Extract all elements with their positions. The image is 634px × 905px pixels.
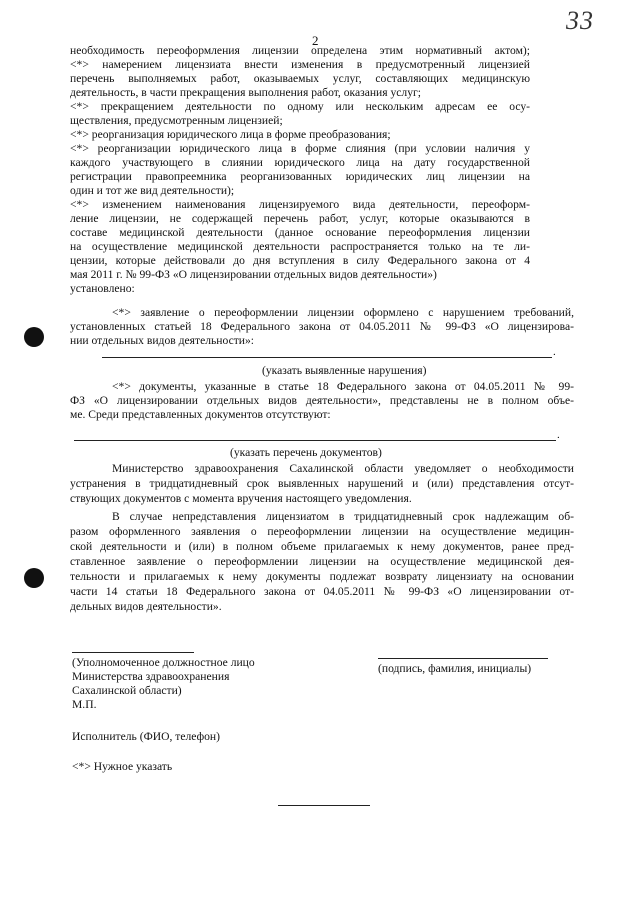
text-line: на осуществление медицинской деятельности распространяется только на те ли- — [70, 240, 530, 253]
fill-line-dot: . — [557, 429, 560, 441]
return-line: части 14 статьи 18 Федерального закона от 04.05.2011 № 99-ФЗ «О лицензировании от- — [70, 585, 574, 598]
text-line: <*> изменением наименования лицензируемого вида деятельности, переоформ- — [70, 198, 530, 211]
text-line: мая 2011 г. № 99-ФЗ «О лицензировании отдельных видов деятельности») — [70, 268, 437, 281]
text-line: каждого участвующего в слиянии юридического лица на дату государственной — [70, 156, 530, 169]
signature-caption: (подпись, фамилия, инициалы) — [378, 662, 532, 675]
punch-hole-icon — [24, 327, 44, 347]
violation-caption: (указать выявленные нарушения) — [262, 364, 427, 377]
text-line: ществления, предусмотренным лицензией; — [70, 114, 283, 127]
text-line: <*> намерением лицензиата внести изменения в предусмотренный лицензией — [70, 58, 530, 71]
violation-line: нии отдельных видов деятельности»: — [70, 334, 255, 347]
page-number: 2 — [312, 33, 319, 48]
violation-fill-line — [102, 357, 552, 358]
text-line: <*> прекращением деятельности по одному или нескольким адресам ее осу- — [70, 100, 530, 113]
official-title-line: Министерства здравоохранения — [72, 670, 230, 683]
text-line: перечень выполняемых работ, оказываемых услуг, составляющих медицинскую — [70, 72, 530, 85]
notice-line: устранения в тридцатидневный срок выявленных нарушений и (или) представления отсут- — [70, 477, 574, 490]
documents-caption: (указать перечень документов) — [230, 446, 382, 459]
notice-line: Министерство здравоохранения Сахалинской области уведомляет о необходимости — [112, 462, 574, 475]
return-line: ской деятельности и (или) в полном объеме прилагаемых к нему документов, ранее пред- — [70, 540, 574, 553]
footnote: <*> Нужное указать — [72, 760, 173, 773]
text-line: необходимость переоформления лицензии определена этим нормативный актом); — [70, 44, 530, 57]
text-line: ление лицензии, не содержащей перечень работ, услуг, которые оказываются в — [70, 212, 530, 225]
signature-line — [378, 658, 548, 659]
return-line: разом оформленного заявления о переоформлении лицензии на осуществление медицин- — [70, 525, 574, 538]
text-line: установлено: — [70, 282, 135, 295]
official-title-line: (Уполномоченное должностное лицо — [72, 656, 255, 669]
text-line: один и тот же вид деятельности); — [70, 184, 235, 197]
text-line: составе медицинской деятельности (данное основание переоформления лицензии — [70, 226, 530, 239]
return-line: тельности и прилагаемых к нему документы подлежат возврату лицензиату на основании — [70, 570, 574, 583]
return-line: ставленное заявление о переоформлении лицензии на осуществление медицинской дея- — [70, 555, 574, 568]
official-title-line: Сахалинской области) — [72, 684, 182, 697]
text-line: <*> реорганизация юридического лица в форме преобразования; — [70, 128, 391, 141]
end-divider — [278, 805, 370, 806]
text-line: регистрации правопреемника реорганизованных юридических лиц лицензии на — [70, 170, 530, 183]
documents-line: ФЗ «О лицензировании отдельных видов деятельности», представлены не в полном объе- — [70, 394, 574, 407]
documents-line: <*> документы, указанные в статье 18 Федерального закона от 04.05.2011 № 99- — [112, 380, 574, 393]
handwritten-page-number: 33 — [566, 6, 594, 35]
text-line: цензии, которые действовали до дня вступления в силу Федерального закона от 4 — [70, 254, 530, 267]
stamp-place: М.П. — [72, 698, 97, 711]
violation-line: <*> заявление о переоформлении лицензии оформлено с нарушением требований, — [112, 306, 574, 319]
fill-line-dot: . — [553, 346, 556, 358]
official-signature-line — [72, 652, 194, 653]
notice-line: ствующих документов с момента вручения настоящего уведомления. — [70, 492, 412, 505]
documents-line: ме. Среди представленных документов отсутствуют: — [70, 408, 331, 421]
executor-line: Исполнитель (ФИО, телефон) — [72, 730, 220, 743]
return-line: дельных видов деятельности». — [70, 600, 222, 613]
text-line: деятельность, в части прекращения выполнения работ, оказания услуг; — [70, 86, 421, 99]
punch-hole-icon — [24, 568, 44, 588]
text-line: <*> реорганизации юридического лица в форме слияния (при условии наличия у — [70, 142, 530, 155]
documents-fill-line — [74, 440, 556, 441]
violation-line: установленных статьей 18 Федерального закона от 04.05.2011 № 99-ФЗ «О лицензирова- — [70, 320, 574, 333]
return-line: В случае непредставления лицензиатом в тридцатидневный срок надлежащим об- — [112, 510, 574, 523]
